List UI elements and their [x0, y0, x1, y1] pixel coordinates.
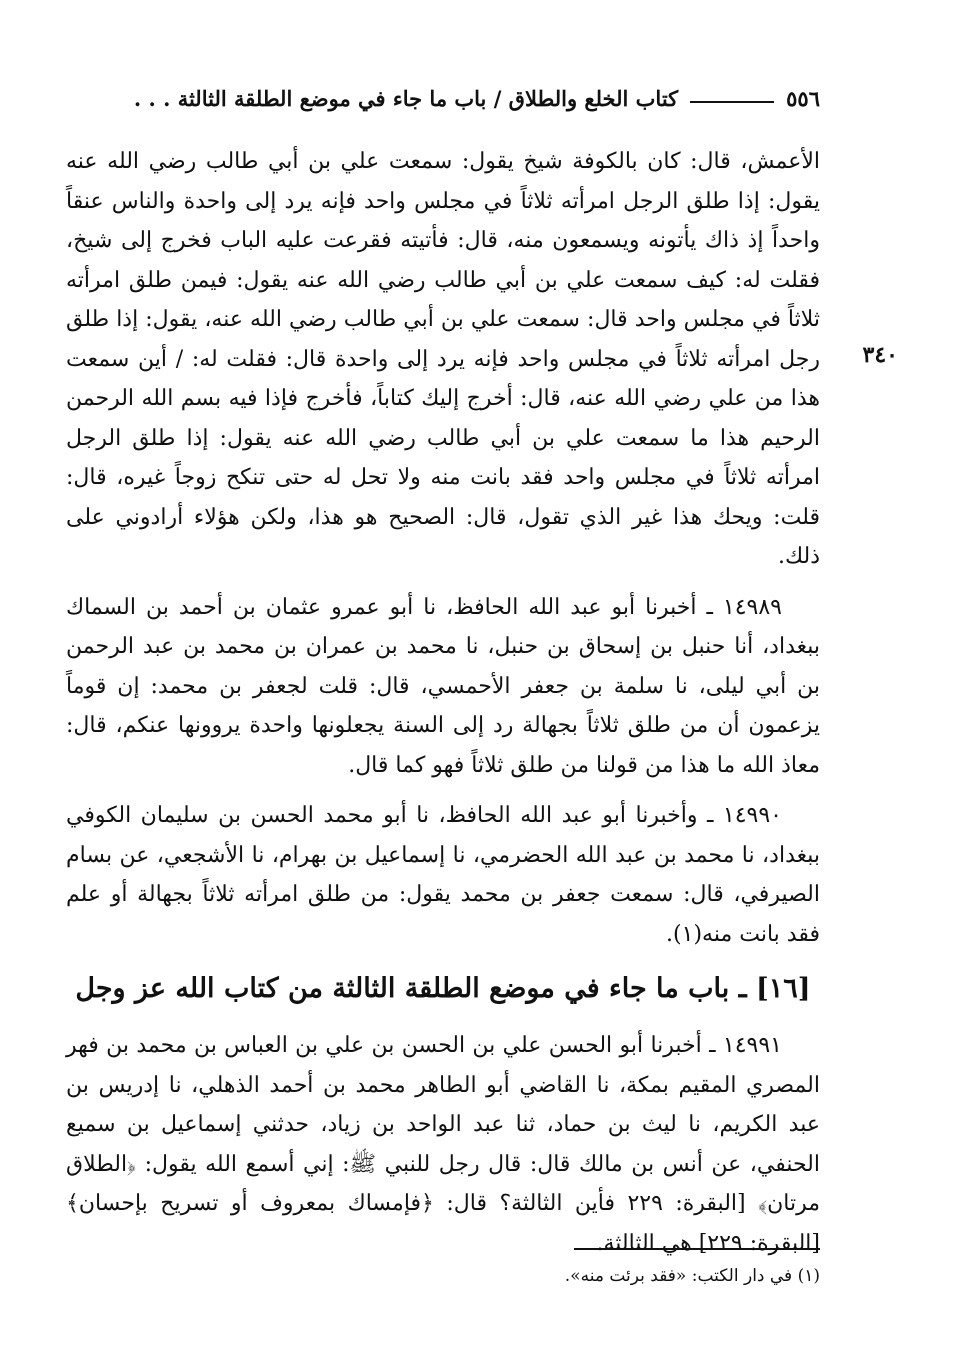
- header-rule: [690, 101, 774, 103]
- page-body: [66, 142, 820, 1274]
- page-number: ٥٥٦: [786, 85, 820, 111]
- hadith-14989: ١٤٩٨٩ ـ أخبرنا أبو عبد الله الحافظ، نا أبو عمرو عثمان بن أحمد بن السماك ببغداد، أنا حنبل بن إسحاق بن حنبل، نا محمد بن عمران بن محمد بن عبد الرحمن بن أبي ليلى، نا سلمة بن جعفر الأحمسي، قال: قلت لجعفر بن محمد: إن قوماً يزعمون أن من طلق ثلاثاً بجهالة رد إلى السنة يجعلونها واحدة يروونها عنكم، قال: معاذ الله ما هذا من قولنا من طلق ثلاثاً فهو كما قال.: [66, 594, 820, 778]
- page-header: [66, 78, 820, 118]
- margin-reference: ٣٤٠: [862, 342, 898, 368]
- footnote: (١) في دار الكتب: «فقد برئت منه».: [564, 1266, 820, 1286]
- hadith-14990: ١٤٩٩٠ ـ وأخبرنا أبو عبد الله الحافظ، نا أبو محمد الحسن بن سليمان الكوفي ببغداد، نا محمد بن عبد الله الحضرمي، نا إسماعيل بن بهرام، نا الأشجعي، عن بسام الصيرفي، قال: سمعت جعفر بن محمد يقول: من طلق امرأته ثلاثاً بجهالة أو علم فقد بانت منه(١).: [66, 803, 820, 947]
- paragraph-continuation: الأعمش، قال: كان بالكوفة شيخ يقول: سمعت علي بن أبي طالب رضي الله عنه يقول: إذا طلق الرجل امرأته ثلاثاً في مجلس واحد فإنه يرد إلى واحدة والناس عنقاً واحداً إذ ذاك يأتونه ويسمعون منه، قال: فأتيته فقرعت عليه الباب فخرج إلى شيخ، فقلت له: كيف سمعت علي بن أبي طالب رضي الله عنه يقول: فيمن طلق امرأته ثلاثاً في مجلس واحد قال: سمعت علي بن أبي طالب رضي الله عنه، يقول: إذا طلق رجل امرأته ثلاثاً في مجلس واحد فإنه يرد إلى واحدة قال: فقلت له: / أين سمعت هذا من علي رضي الله عنه، قال: أخرج إليك كتاباً، فأخرج فإذا فيه بسم الله الرحمن الرحيم هذا ما سمعت علي بن أبي طالب رضي الله عنه يقول: إذا طلق الرجل امرأته ثلاثاً في مجلس واحد فقد بانت منه ولا تحل له حتى تنكح زوجاً غيره، قال: قلت: ويحك هذا غير الذي تقول، قال: الصحيح هو هذا، ولكن هؤلاء أرادوني على ذلك.: [66, 149, 821, 569]
- chapter-heading: [١٦] ـ باب ما جاء في موضع الطلقة الثالثة من كتاب الله عز وجل: [75, 973, 811, 1004]
- hadith-14991: ١٤٩٩١ ـ أخبرنا أبو الحسن علي بن الحسن بن علي بن العباس بن محمد بن فهر المصري المقيم بمكة، نا القاضي أبو الطاهر محمد بن أحمد الذهلي، نا إدريس بن عبد الكريم، نا ليث بن حماد، ثنا عبد الواحد بن زياد، حدثني إسماعيل بن سميع الحنفي، عن أنس بن مالك قال: قال رجل للنبي ﷺ: إني أسمع الله يقول: ﴿الطلاق مرتان﴾ [البقرة: ٢٢٩ فأين الثالثة؟ قال: ﴿فإمساك بمعروف أو تسريح بإحسان﴾ [البقرة: ٢٢٩] هي الثالثة.: [66, 1033, 820, 1256]
- running-title: كتاب الخلع والطلاق / باب ما جاء في موضع الطلقة الثالثة . . .: [133, 85, 679, 111]
- footnote-rule: [574, 1248, 820, 1250]
